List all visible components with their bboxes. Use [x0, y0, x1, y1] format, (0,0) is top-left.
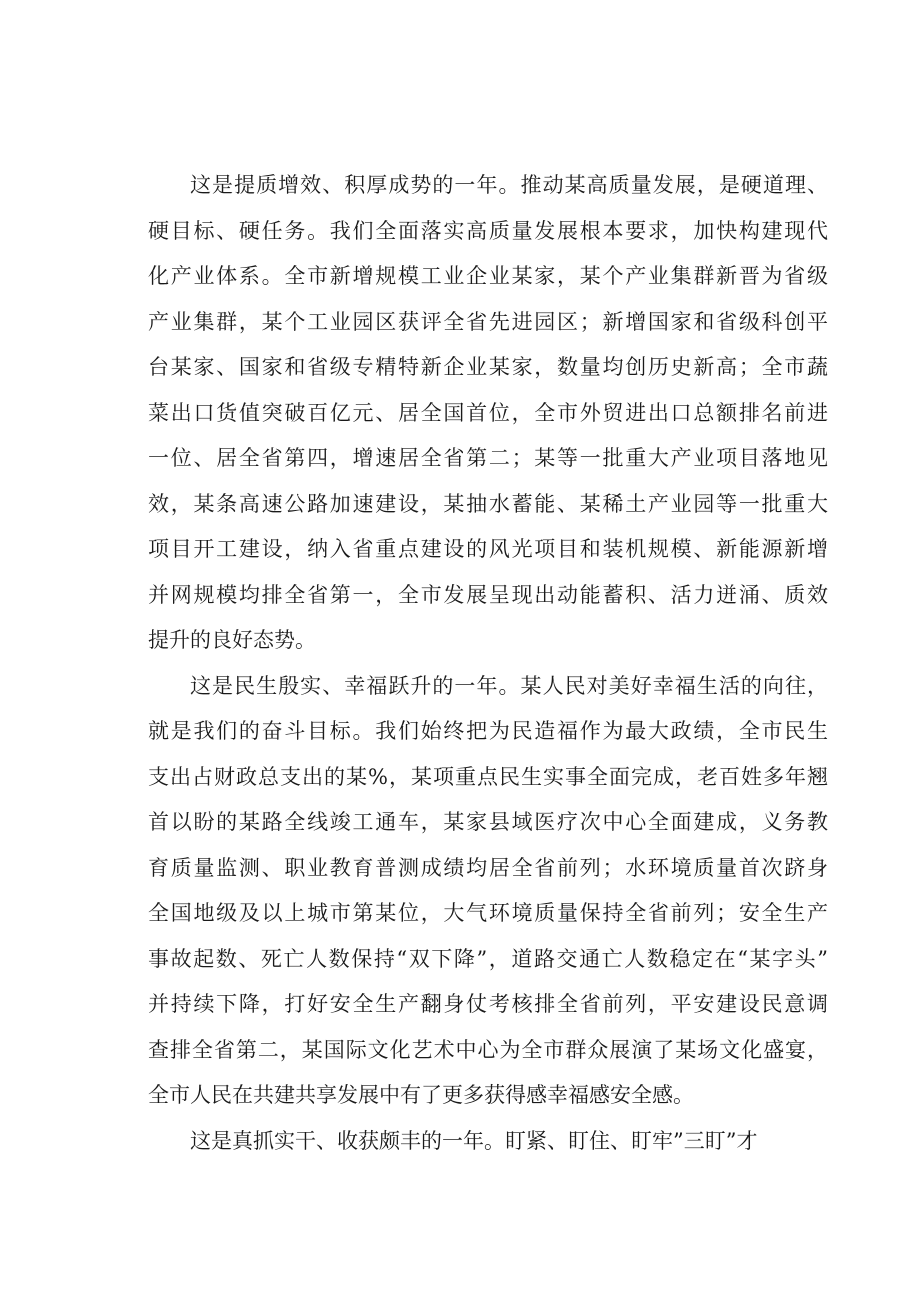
paragraph-line: 查排全省第二，某国际文化艺术中心为全市群众展演了某场文化盛宴， — [148, 1037, 828, 1062]
paragraph-1 — [148, 163, 828, 664]
paragraph-line: 并网规模均排全省第一，全市发展呈现出动能蓄积、活力迸涌、质效 — [148, 582, 828, 607]
paragraph-line: 全国地级及以上城市第某位，大气环境质量保持全省前列；安全生产 — [148, 901, 828, 925]
document-body — [148, 163, 828, 1164]
paragraph-line: 首以盼的某路全线竣工通车，某家县域医疗次中心全面建成，义务教 — [148, 810, 828, 834]
paragraph-line: 项目开工建设，纳入省重点建设的风光项目和装机规模、新能源新增 — [148, 537, 828, 561]
paragraph-line: 支出占财政总支出的某%，某项重点民生实事全面完成，老百姓多年翘 — [148, 764, 828, 789]
paragraph-line: 台某家、国家和省级专精特新企业某家，数量均创历史新高；全市蔬 — [148, 355, 828, 379]
paragraph-line: 提升的良好态势。 — [148, 628, 316, 652]
paragraph-line: 菜出口货值突破百亿元、居全国首位，全市外贸进出口总额排名前进 — [148, 400, 828, 425]
paragraph-line: 事故起数、死亡人数保持“双下降”，道路交通亡人数稳定在“某字头” — [148, 946, 828, 971]
paragraph-line: 这是真抓实干、收获颇丰的一年。盯紧、盯住、盯牢”三盯”才 — [190, 1128, 758, 1153]
paragraph-3 — [148, 1119, 828, 1165]
paragraph-line: 全市人民在共建共享发展中有了更多获得感幸福感安全感。 — [148, 1083, 694, 1107]
paragraph-line: 效，某条高速公路加速建设，某抽水蓄能、某稀土产业园等一批重大 — [148, 491, 828, 516]
paragraph-line: 育质量监测、职业教育普测成绩均居全省前列；水环境质量首次跻身 — [148, 855, 828, 880]
paragraph-2 — [148, 664, 828, 1119]
paragraph-line: 这是民生殷实、幸福跃升的一年。某人民对美好幸福生活的向往， — [190, 673, 828, 698]
paragraph-line: 硬目标、硬任务。我们全面落实高质量发展根本要求，加快构建现代 — [148, 218, 828, 243]
paragraph-line: 一位、居全省第四，增速居全省第二；某等一批重大产业项目落地见 — [148, 446, 828, 470]
paragraph-line: 这是提质增效、积厚成势的一年。推动某高质量发展，是硬道理、 — [190, 173, 828, 197]
paragraph-line: 就是我们的奋斗目标。我们始终把为民造福作为最大政绩，全市民生 — [148, 719, 828, 743]
paragraph-line: 产业集群，某个工业园区获评全省先进园区；新增国家和省级科创平 — [148, 309, 828, 334]
paragraph-line: 化产业体系。全市新增规模工业企业某家，某个产业集群新晋为省级 — [148, 264, 828, 288]
paragraph-line: 并持续下降，打好安全生产翻身仗考核排全省前列，平安建设民意调 — [148, 992, 828, 1016]
